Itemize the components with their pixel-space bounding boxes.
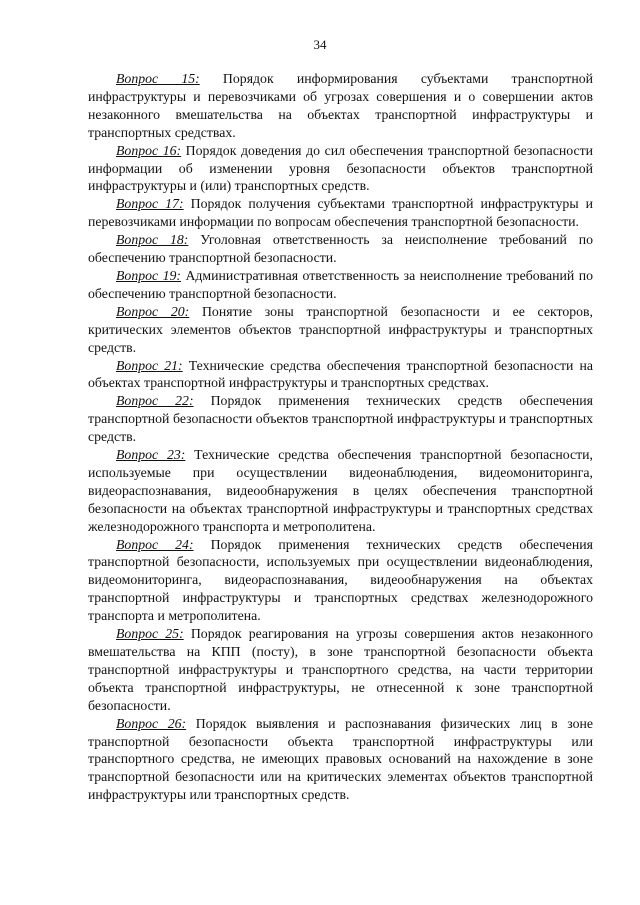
question-text: Уголовная ответственность за неисполнение требований по обеспечению транспортной безопасности.: [88, 232, 593, 266]
question-item: [88, 625, 593, 715]
question-text: Порядок применения технических средств обеспечения транспортной безопасности объектов транспортной инфраструктуры и транспортных средств.: [88, 393, 593, 445]
question-item: [88, 536, 593, 626]
question-label: Вопрос 20:: [116, 303, 190, 319]
question-text: Порядок реагирования на угрозы совершения актов незаконного вмешательства на КПП (посту), в зоне транспортной безопасности объекта транспортной инфраструктуры и транспортного средства, на части территории объекта транспортной инфраструктуры, не отнесенной к зоне транспортной безопасности.: [88, 626, 593, 713]
question-label: Вопрос 21:: [116, 357, 183, 373]
question-item: [88, 70, 593, 142]
question-label: Вопрос 24:: [116, 536, 194, 552]
question-item: [88, 357, 593, 393]
question-list: [88, 70, 593, 804]
question-label: Вопрос 22:: [116, 393, 194, 409]
question-item: [88, 303, 593, 357]
question-text: Технические средства обеспечения транспортной безопасности, используемые при осуществлении видеонаблюдения, видеомониторинга, видеораспознавания, видеообнаружения в целях обеспечения транспортной безопасности на объектах транспортной инфраструктуры и транспортных средствах железнодорожного транспорта и метрополитена.: [88, 447, 593, 534]
question-item: [88, 715, 593, 805]
question-text: Понятие зоны транспортной безопасности и ее секторов, критических элементов объектов транспортной инфраструктуры и транспортных средств.: [88, 303, 593, 355]
question-item: [88, 195, 593, 231]
question-label: Вопрос 19:: [116, 267, 181, 283]
question-label: Вопрос 26:: [116, 715, 187, 731]
question-label: Вопрос 17:: [116, 196, 184, 212]
question-label: Вопрос 16:: [116, 142, 182, 158]
question-label: Вопрос 15:: [116, 71, 200, 86]
question-label: Вопрос 25:: [116, 626, 184, 642]
question-text: Порядок получения субъектами транспортной инфраструктуры и перевозчиками информации по вопросам обеспечения транспортной безопасности.: [88, 196, 593, 230]
question-text: Порядок доведения до сил обеспечения транспортной безопасности информации об изменении уровня безопасности объектов транспортной инфраструктуры и (или) транспортных средств.: [88, 142, 593, 194]
question-item: [88, 231, 593, 267]
question-label: Вопрос 18:: [116, 232, 189, 248]
question-text: Технические средства обеспечения транспортной безопасности на объектах транспортной инфраструктуры и транспортных средствах.: [88, 357, 593, 391]
question-item: [88, 392, 593, 446]
question-item: [88, 142, 593, 196]
question-item: [88, 446, 593, 536]
question-text: Административная ответственность за неисполнение требований по обеспечению транспортной безопасности.: [88, 267, 593, 301]
question-text: Порядок выявления и распознавания физических лиц в зоне транспортной безопасности объекта транспортной инфраструктуры или транспортного средства, не имеющих правовых оснований на нахождение в зоне транспортной безопасности или на критических элементах объектов транспортной инфраструктуры или транспортных средств.: [88, 715, 593, 803]
question-text: Порядок применения технических средств обеспечения транспортной безопасности, используемых при осуществлении видеонаблюдения, видеомониторинга, видеораспознавания, видеообнаружения на объектах транспортной инфраструктуры и транспортных средствах железнодорожного транспорта и метрополитена.: [88, 536, 593, 624]
question-label: Вопрос 23:: [116, 447, 186, 463]
page-number: 34: [313, 37, 327, 52]
question-item: [88, 267, 593, 303]
question-text: Порядок информирования субъектами транспортной инфраструктуры и перевозчиками об угрозах совершения и о совершении актов незаконного вмешательства на объектах транспортной инфраструктуры и транспортных средствах.: [88, 71, 593, 140]
